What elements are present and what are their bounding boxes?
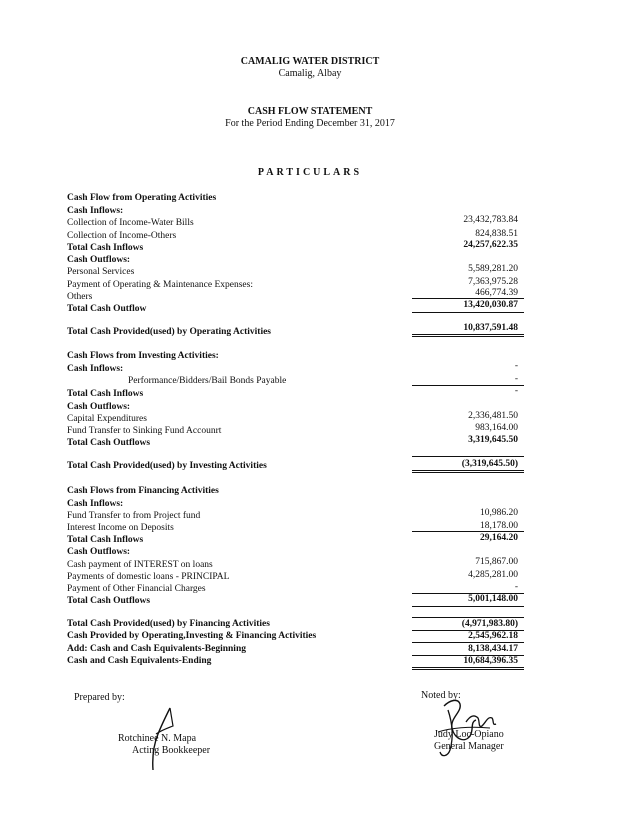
line-item: Payment of Operating & Maintenance Expenses: [67,280,253,290]
noted-by-label: Noted by: [421,690,461,701]
line-item: Fund Transfer to from Project fund [67,511,201,521]
line-item: 7,363,975.28 [468,277,518,287]
total-row: Total Cash Inflows [67,389,144,399]
net-operating-row: 10,837,591.48 [463,323,518,333]
operating-outflows-label: Cash Outflows: [67,255,131,265]
line-item: 5,589,281.20 [468,264,518,274]
operating-inflows-label: Cash Inflows: [67,206,124,216]
total-row: 13,420,030.87 [463,300,518,310]
line-item: 983,164.00 [475,423,518,433]
line-item: 4,285,281.00 [468,570,518,580]
line-item: - [514,386,518,396]
ending-balance-row: Cash and Cash Equivalents-Ending 10,684,396.35 [67,656,518,666]
line-item: 18,178.00 [480,521,518,531]
financing-outflows-label: Cash Outflows: [67,547,131,557]
line-item: Collection of Income-Others [67,231,177,241]
preparer-name: Rotchinee N. Mapa [118,733,197,744]
total-row: Total Cash Inflows [67,535,144,545]
underline [412,642,524,643]
line-item: 10,986.20 [480,508,518,518]
line-item: Interest Income on Deposits [67,523,174,533]
investing-outflows-label: Cash Outflows: [67,402,131,412]
particulars-heading: PARTICULARS [257,167,363,178]
total-row: 5,001,148.00 [468,594,518,604]
investing-inflows-label: Cash Inflows: [67,364,124,374]
underline [412,531,524,532]
total-row: Total Cash Inflows [67,243,144,253]
underline [412,617,524,618]
preparer-signature [140,704,180,774]
line-item: 824,838.51 [475,229,518,239]
line-item: - [514,361,518,371]
total-row: 29,164.20 [480,533,518,543]
net-investing-row: (3,319,645.50) [461,459,518,469]
line-item: Collection of Income-Water Bills [67,218,194,228]
total-row: Total Cash Outflows [67,596,151,606]
line-item: 715,867.00 [475,557,518,567]
line-item: Capital Expenditures [67,414,147,424]
line-item: - [514,582,518,592]
net-investing-row: Total Cash Provided(used) by Investing Activities [67,461,267,471]
net-operating-row: Total Cash Provided(used) by Operating Activities [67,327,271,337]
prepared-by-label: Prepared by: [74,692,125,703]
section-heading-investing: Cash Flows from Investing Activities: [67,351,219,361]
line-item: - [514,374,518,384]
section-heading-financing: Cash Flows from Financing Activities [67,486,219,496]
total-row: 3,319,645.50 [468,435,518,445]
section-heading-operating: Cash Flow from Operating Activities [67,193,217,203]
organization-location: Camalig, Albay [278,68,342,79]
line-item: 466,774.39 [475,288,518,298]
line-item: Payment of Other Financial Charges [67,584,206,594]
all-activities-row: Cash Provided by Operating,Investing & Financing Activities 2,545,962.18 [67,631,518,641]
line-item: Payments of domestic loans - PRINCIPAL [67,572,230,582]
net-financing-row: Total Cash Provided(used) by Financing Activities (4,971,983.80) [67,619,518,629]
line-item: Performance/Bidders/Bail Bonds Payable [128,376,287,386]
underline [412,456,524,457]
approver-name: Judy Loc-Opiano [434,729,504,740]
organization-name: CAMALIG WATER DISTRICT [240,56,380,67]
preparer-title: Acting Bookkeeper [132,745,211,756]
underline [412,298,524,299]
line-item: Others [67,292,93,302]
financing-inflows-label: Cash Inflows: [67,499,124,509]
statement-period: For the Period Ending December 31, 2017 [225,118,395,129]
line-item: Personal Services [67,267,135,277]
line-item: Cash payment of INTEREST on loans [67,560,213,570]
line-item: Fund Transfer to Sinking Fund Accounrt [67,426,222,436]
statement-title: CASH FLOW STATEMENT [247,106,373,117]
total-row: 24,257,622.35 [463,240,518,250]
total-row: Total Cash Outflows [67,438,151,448]
beginning-balance-row: Add: Cash and Cash Equivalents-Beginning 8,138,434.17 [67,644,518,654]
total-row: Total Cash Outflow [67,304,147,314]
double-underline [412,667,524,670]
line-item: 2,336,481.50 [468,411,518,421]
line-item: 23,432,783.84 [463,215,518,225]
approver-title: General Manager [434,741,504,752]
approver-signature [430,692,510,762]
